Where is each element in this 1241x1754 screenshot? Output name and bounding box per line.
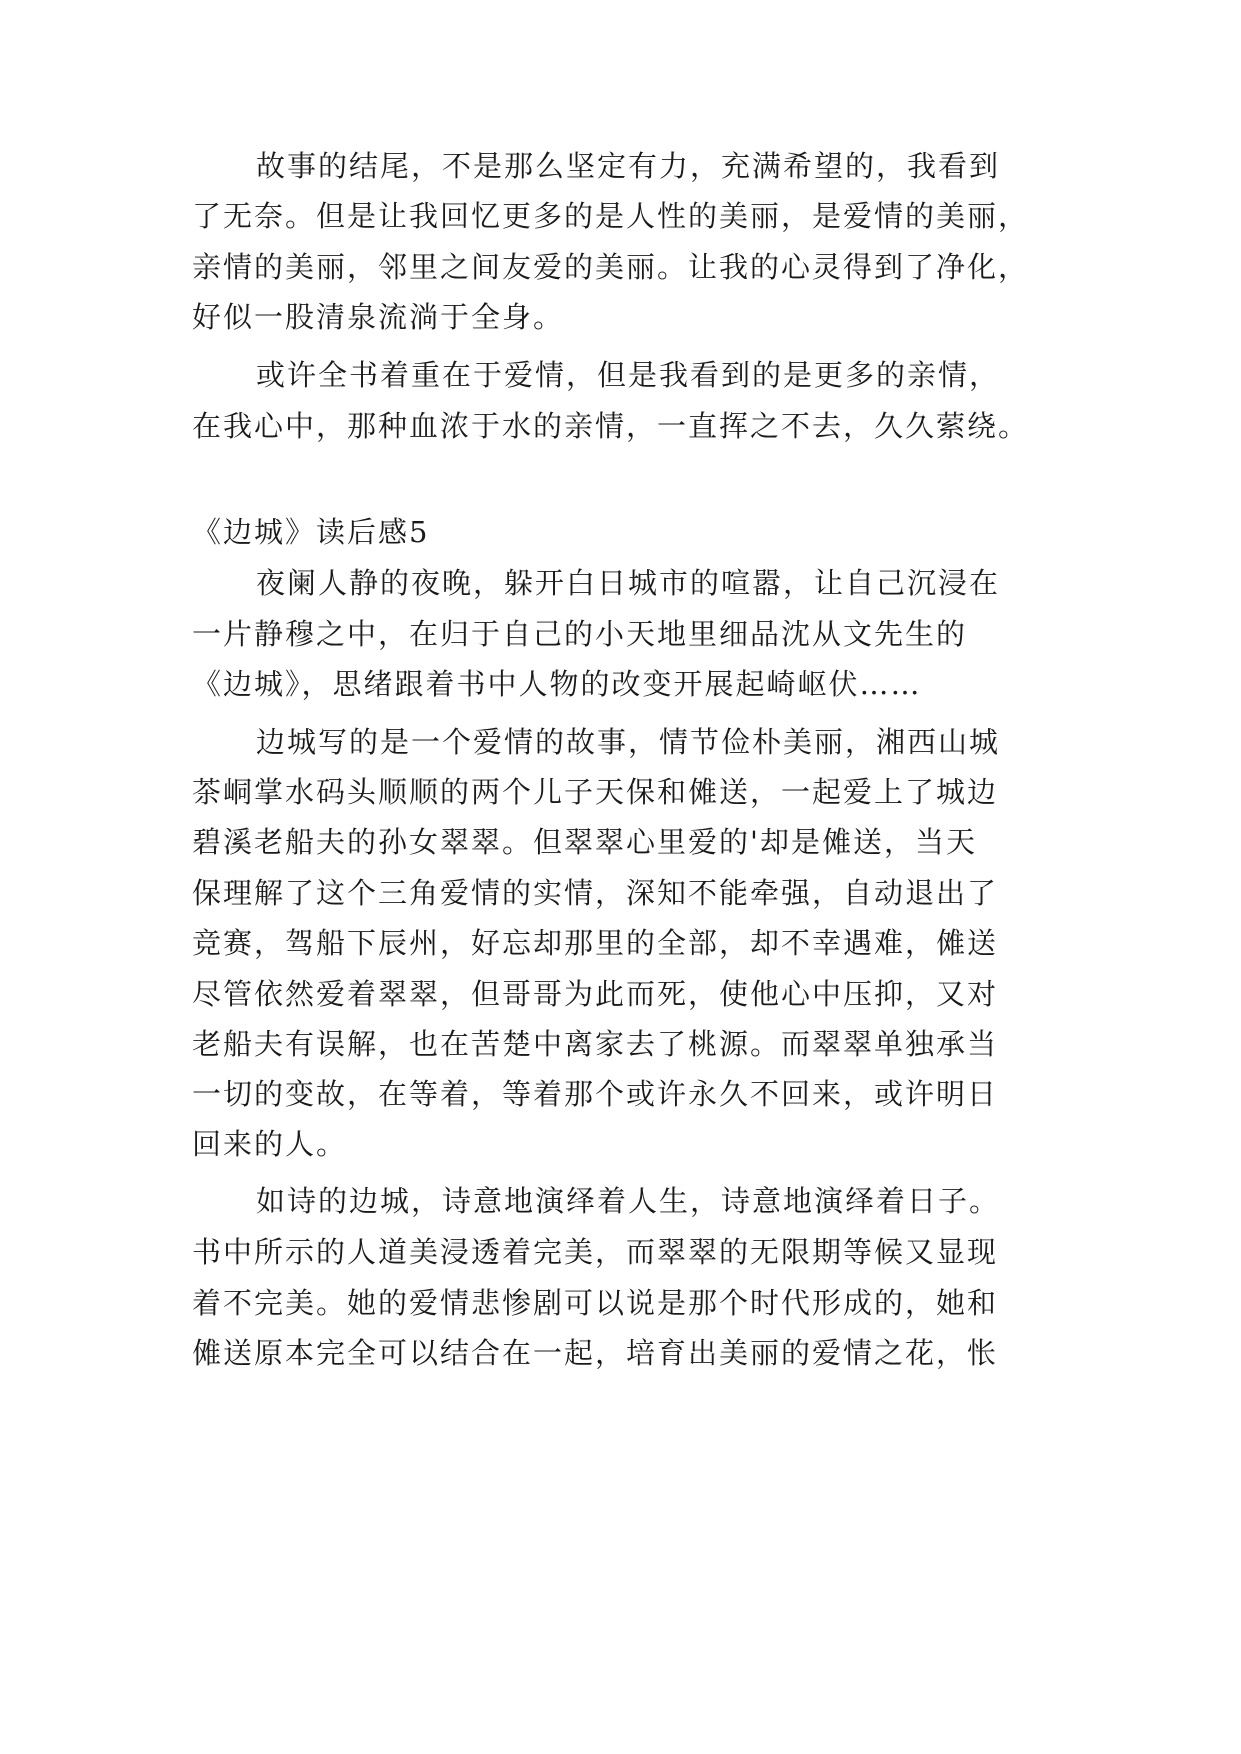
paragraph-4-line-3: 碧溪老船夫的孙女翠翠。但翠翠心里爱的'却是傩送，当天 [192,825,977,859]
paragraph-3-line-1: 夜阑人静的夜晚，躲开白日城市的喧嚣，让自己沉浸在 [256,566,1001,600]
paragraph-4-line-8: 一切的变故，在等着，等着那个或许永久不回来，或许明日 [192,1077,999,1111]
paragraph-3-line-3: 《边城》，思绪跟着书中人物的改变开展起崎岖伏…… [192,667,922,701]
paragraph-1-line-1: 故事的结尾，不是那么坚定有力，充满希望的，我看到 [256,149,1001,183]
paragraph-5-line-3: 着不完美。她的爱情悲惨剧可以说是那个时代形成的，她和 [192,1286,999,1320]
paragraph-2-line-1: 或许全书着重在于爱情，但是我看到的是更多的亲情， [256,358,1001,392]
paragraph-4-line-6: 尽管依然爱着翠翠，但哥哥为此而死，使他心中压抑，又对 [192,977,999,1011]
paragraph-4-line-5: 竞赛，驾船下辰州，好忘却那里的全部，却不幸遇难，傩送 [192,926,999,960]
paragraph-5-line-4: 傩送原本完全可以结合在一起，培育出美丽的爱情之花，怅 [192,1336,999,1370]
paragraph-4-line-1: 边城写的是一个爱情的故事，情节俭朴美丽，湘西山城 [256,725,1001,759]
paragraph-1-line-4: 好似一股清泉流淌于全身。 [192,300,565,334]
paragraph-4-line-9: 回来的人。 [192,1127,348,1161]
paragraph-4-line-2: 茶峒掌水码头顺顺的两个儿子天保和傩送，一起爱上了城边 [192,775,999,809]
paragraph-5-line-2: 书中所示的人道美浸透着完美，而翠翠的无限期等候又显现 [192,1235,999,1269]
paragraph-2-line-2: 在我心中，那种血浓于水的亲情，一直挥之不去，久久萦绕。 [192,409,1030,443]
paragraph-5-line-1: 如诗的边城，诗意地演绎着人生，诗意地演绎着日子。 [256,1184,1001,1218]
paragraph-1-line-3: 亲情的美丽，邻里之间友爱的美丽。让我的心灵得到了净化， [192,250,1030,284]
section-heading: 《边城》读后感5 [192,515,430,549]
paragraph-1-line-2: 了无奈。但是让我回忆更多的是人性的美丽，是爱情的美丽， [192,199,1030,233]
paragraph-4-line-4: 保理解了这个三角爱情的实情，深知不能牵强，自动退出了 [192,876,999,910]
paragraph-3-line-2: 一片静穆之中，在归于自己的小天地里细品沈从文先生的 [192,617,968,651]
paragraph-4-line-7: 老船夫有误解，也在苦楚中离家去了桃源。而翠翠单独承当 [192,1027,999,1061]
